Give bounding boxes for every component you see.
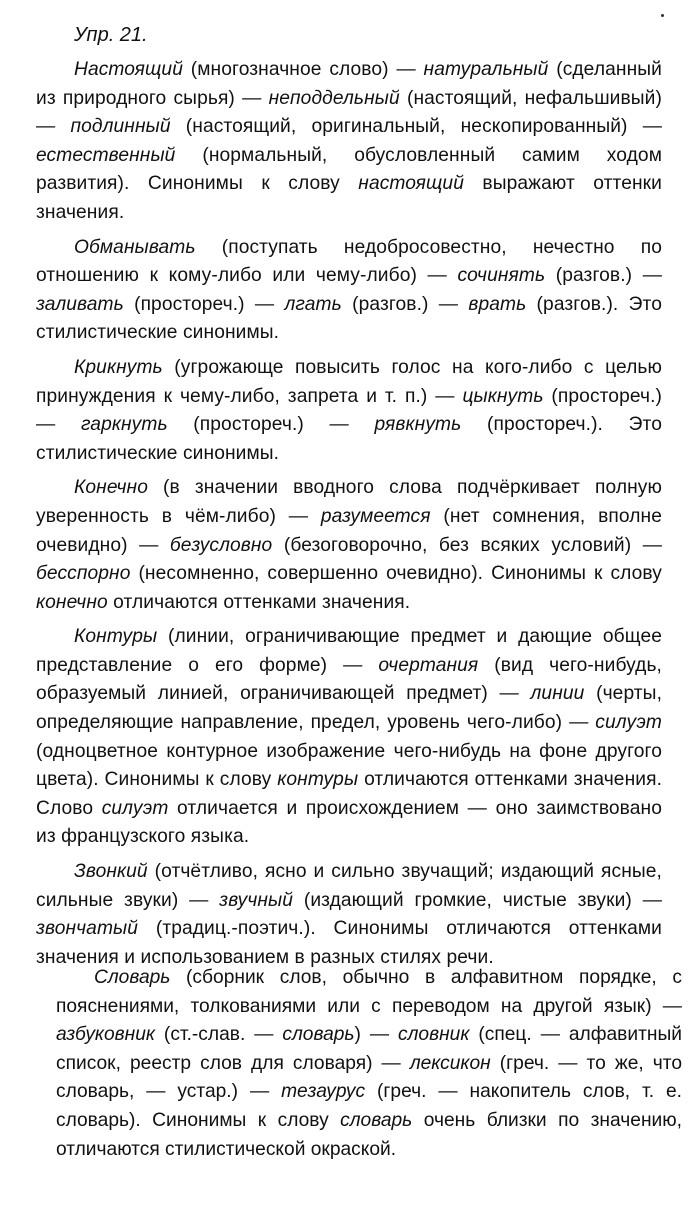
paragraph-zvonkiy [36,858,662,972]
term-3-8: конечно [36,591,108,613]
text-run-last-13: очень близки по значению, отличаются стилистической окраской. [56,1109,682,1160]
paragraph-slovar [56,964,682,1164]
text-run-0-3: (сделанный из природного сырья) — [36,59,662,109]
slovar-block [56,964,682,1170]
text-run-4-3: (вид чего-нибудь, образуемый линией, ограничивающей предмет) — [36,654,662,705]
text-run-0-5: (настоящий, нефальшивый) — [36,87,662,138]
term-0-4: неподдельный [268,87,400,109]
term-3-6: бесспорно [36,563,131,585]
text-run-1-1: (поступать недобросовестно, нечестно по отношению к кому-либо или чему-либо) — [36,236,662,287]
paragraph-kontury [36,623,662,852]
term-0-8: естественный [36,144,176,166]
text-run-0-11: выражают оттенки значения. [36,173,662,223]
text-run-4-9: отличаются оттенками значения. Слово [36,769,662,819]
term-1-2: сочинять [457,265,546,287]
text-run-last-11: (греч. — накопитель слов, т. е. словарь). Синонимы к слову [56,1081,682,1131]
paragraph-kriknut [36,354,662,468]
term-last-10: тезаурус [281,1081,366,1103]
term-last-0: Словарь [94,967,171,988]
text-run-5-1: (отчётливо, ясно и сильно звучащий; издающий ясные, сильные звуки) — [36,861,662,911]
term-5-4: звончатый [36,918,139,940]
text-run-3-1: (в значении вводного слова подчёркивает полную уверенность в чём-либо) — [36,477,662,527]
term-4-0: Контуры [74,626,158,648]
term-4-4: линии [530,683,585,705]
term-0-10: настоящий [358,173,464,195]
text-run-1-3: (разгов.) — [545,265,662,287]
exercise-heading: Упр. 21. [74,24,148,46]
text-run-last-7: (спец. — алфавитный список, реестр слов для словаря) — [56,1024,682,1074]
paragraph-obmanyvat [36,234,662,348]
term-2-0: Крикнуть [74,356,163,378]
text-run-2-5: (простореч.) — [167,414,375,436]
text-run-last-3: (ст.-слав. — [154,1024,283,1046]
text-run-3-5: (безоговорочно, без всяких условий) — [272,534,662,556]
text-run-0-9: (нормальный, обусловленный самим ходом развития). Синонимы к слову [36,144,662,195]
text-run-4-11: отличается и происхождением — оно заимствовано из французского языка. [36,797,662,848]
term-last-4: словарь [282,1024,355,1046]
term-last-12: словарь [340,1109,413,1131]
term-0-0: Настоящий [74,59,183,80]
text-run-4-7: (одноцветное контурное изображение чего-нибудь на фоне другого цвета). Синонимы к слову [36,740,662,791]
term-1-0: Обманывать [74,236,196,258]
term-5-0: Звонкий [74,861,148,883]
text-run-2-1: (угрожающе повысить голос на кого-либо с целью принуждения к чему-либо, запрета и т. п.) — [36,356,662,407]
term-4-10: силуэт [101,797,169,819]
term-3-2: разумеется [320,505,431,527]
term-0-2: натуральный [423,59,549,80]
text-run-3-9: отличаются оттенками значения. [107,591,411,613]
text-run-0-7: (настоящий, оригинальный, нескопированный) — [170,116,662,138]
term-4-2: очертания [378,654,479,676]
text-run-last-9: (греч. — то же, что словарь, — устар.) — [56,1052,683,1103]
term-2-4: гаркнуть [80,414,168,436]
term-2-2: цыкнуть [462,385,544,407]
term-4-8: контуры [277,769,359,791]
scan-speck [661,14,664,17]
text-run-3-7: (несомненно, совершенно очевидно). Синонимы к слову [130,563,662,585]
term-2-6: рявкнуть [374,414,462,436]
text-run-1-7: (разгов.) — [341,293,469,315]
term-4-6: силуэт [595,712,662,734]
text-run-last-5: ) — [354,1024,399,1046]
text-run-2-3: (простореч.) — [36,385,662,436]
term-1-4: заливать [36,293,124,315]
paragraph-nastoyashchiy [36,56,662,228]
term-last-6: словник [398,1024,470,1046]
text-run-4-5: (черты, определяющие направление, предел, уровень чего-либо) — [36,683,662,734]
term-last-2: азбуковник [56,1024,155,1046]
text-run-1-9: (разгов.). Это стилистические синонимы. [36,293,662,344]
term-0-6: подлинный [70,116,171,138]
text-run-5-5: (традиц.-поэтич.). Синонимы отличаются оттенками значения и использованием в разных стилях речи. [36,918,662,968]
text-run-3-3: (нет сомнения, вполне очевидно) — [36,505,662,556]
text-run-0-1: (многозначное слово) — [182,59,424,80]
term-3-0: Конечно [74,477,148,499]
synonyms-body [36,56,662,978]
text-run-2-7: (простореч.). Это стилистические синонимы. [36,414,662,464]
text-run-last-1: (сборник слов, обычно в алфавитном порядке, с пояснениями, толкованиями или с переводом на другой язык) — [56,967,682,1017]
term-1-6: лгать [284,293,342,315]
paragraph-konechno [36,474,662,617]
term-1-8: врать [468,293,527,315]
term-last-8: лексикон [409,1052,491,1074]
text-run-4-1: (линии, ограничивающие предмет и дающие общее представление о его форме) — [36,626,662,676]
text-run-1-5: (простореч.) — [123,293,285,315]
term-5-2: звучный [219,889,294,911]
term-3-4: безусловно [169,534,273,556]
text-run-5-3: (издающий громкие, чистые звуки) — [293,889,662,911]
